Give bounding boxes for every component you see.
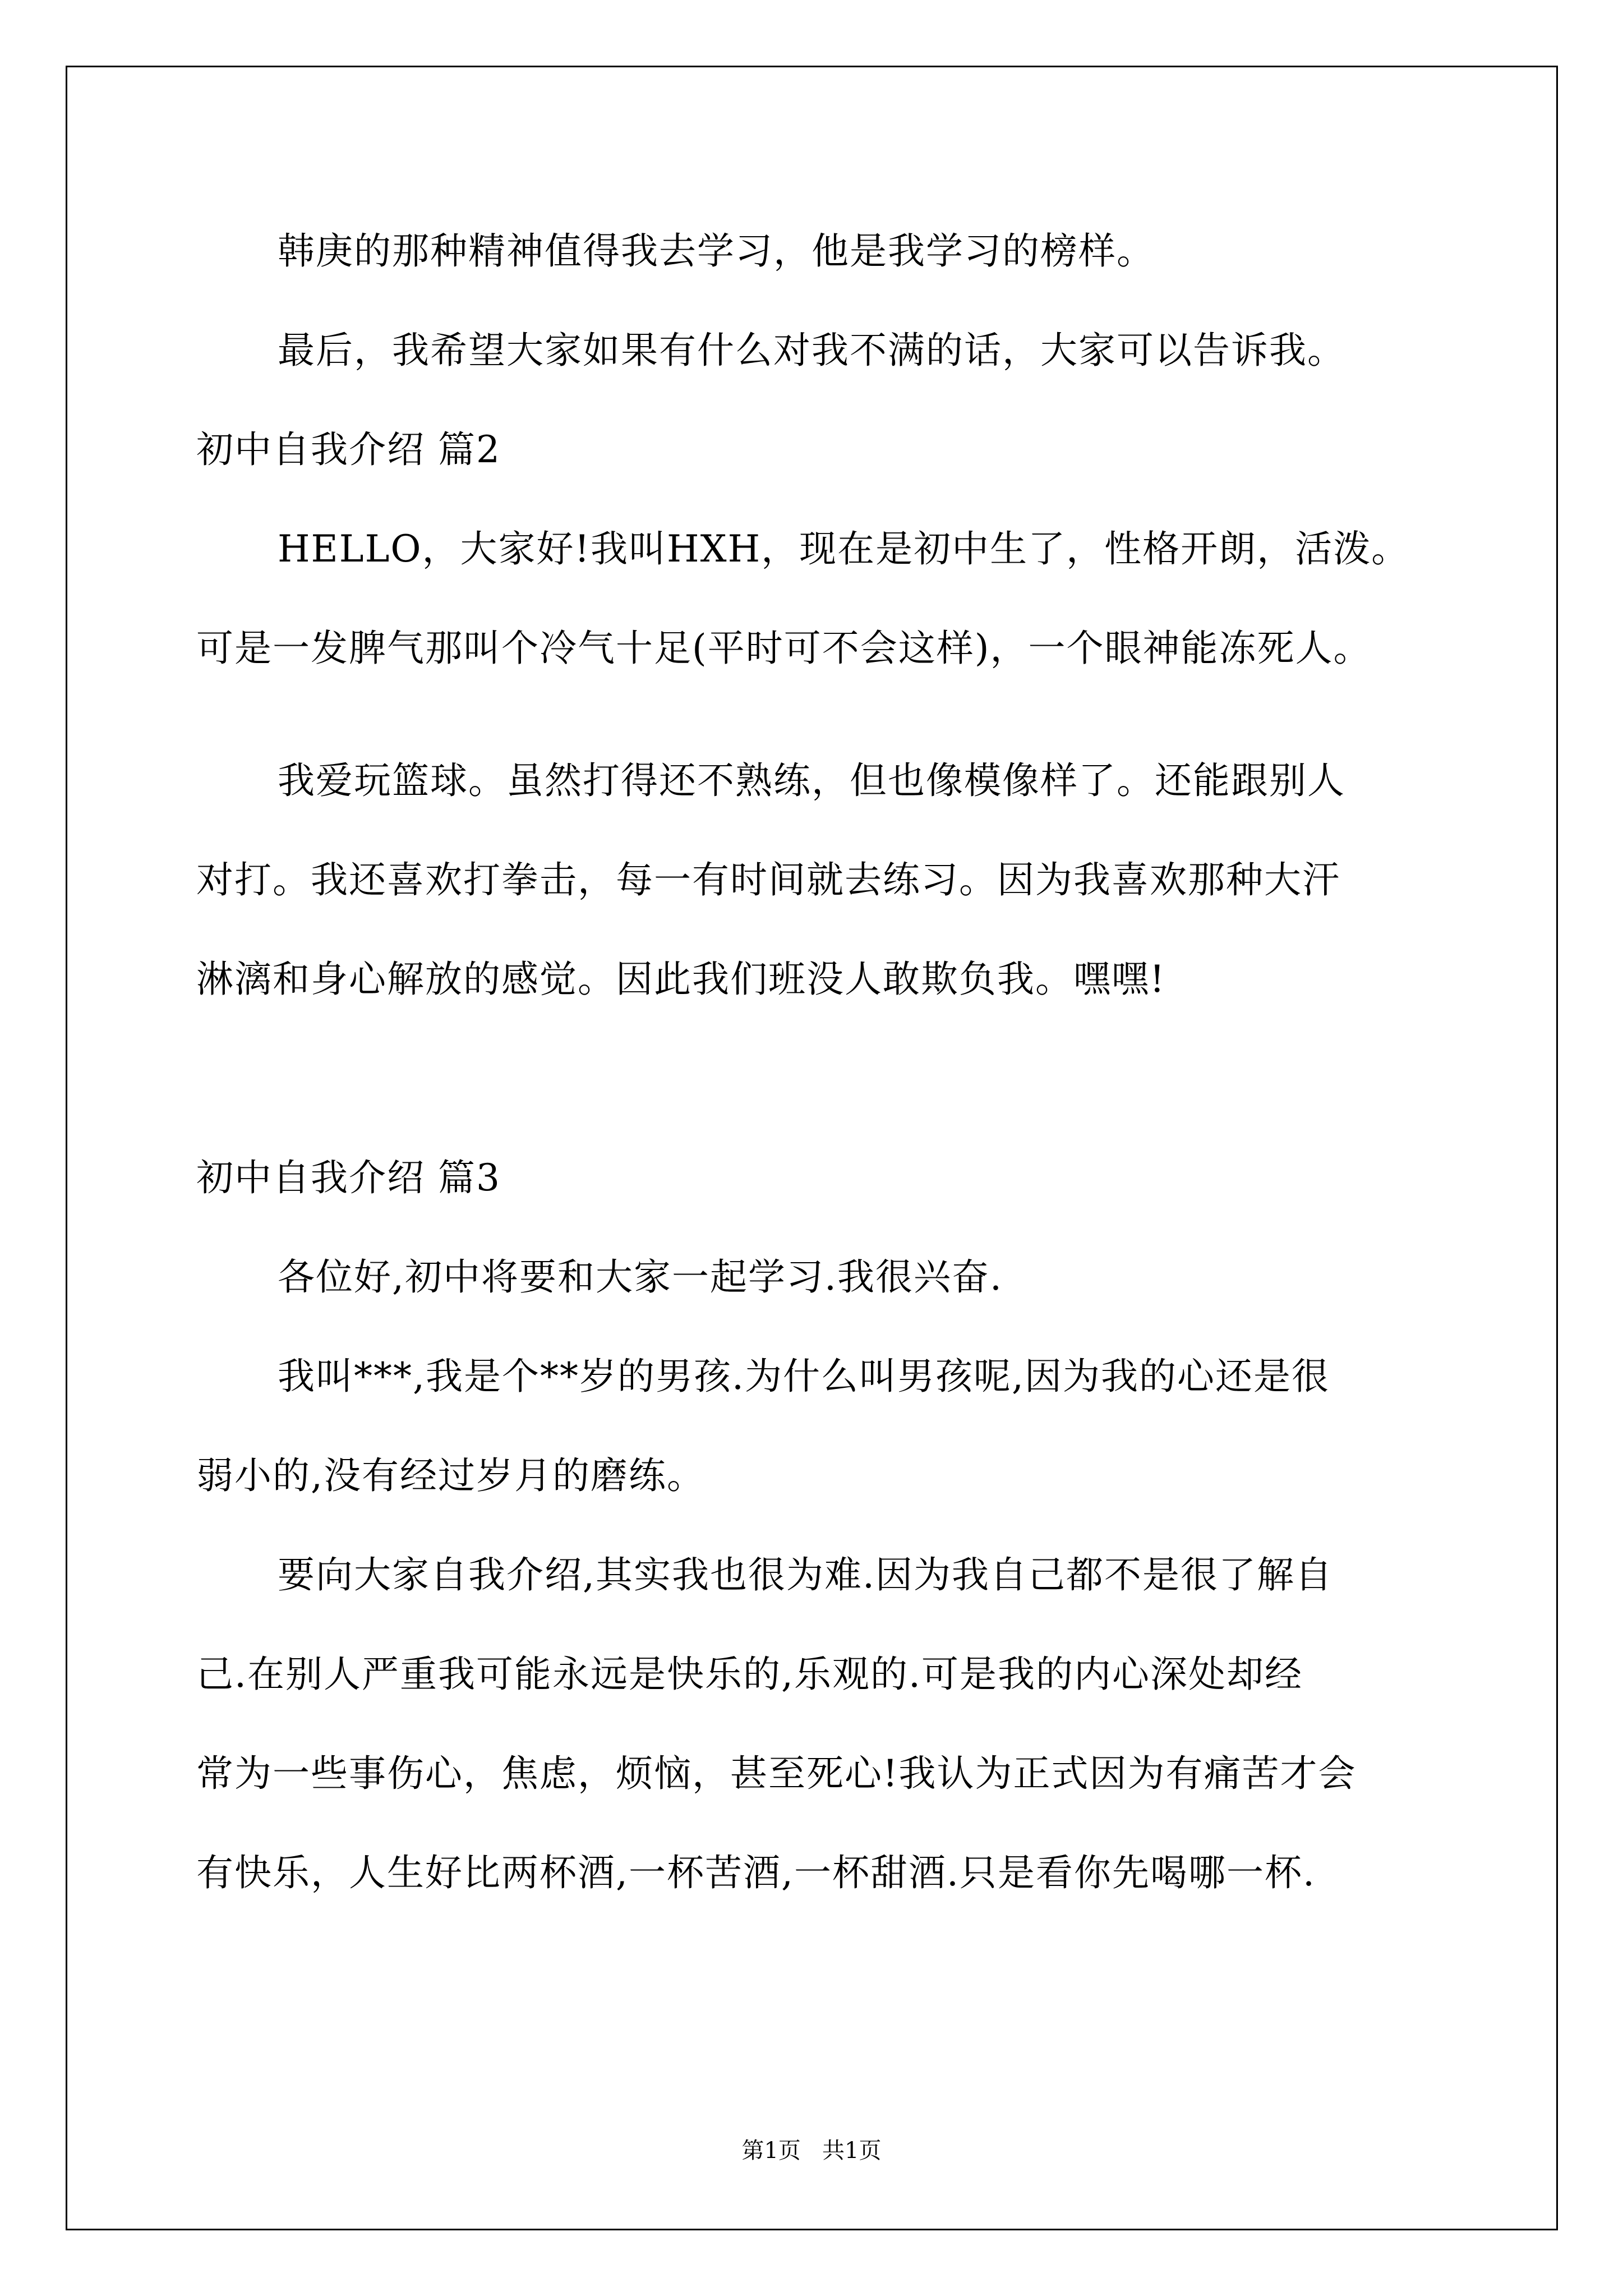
paragraph-line: HELLO，大家好!我叫HXH，现在是初中生了，性格开朗，活泼。 [278,527,1410,570]
paragraph-line: 要向大家自我介绍,其实我也很为难.因为我自己都不是很了解自 [278,1553,1333,1596]
paragraph-line: 弱小的,没有经过岁月的磨练。 [196,1454,705,1497]
paragraph-line: 有快乐，人生好比两杯酒,一杯苦酒,一杯甜酒.只是看你先喝哪一杯. [196,1851,1316,1894]
paragraph-line: 己.在别人严重我可能永远是快乐的,乐观的.可是我的内心深处却经 [196,1653,1303,1696]
paragraph-line: 对打。我还喜欢打拳击，每一有时间就去练习。因为我喜欢那种大汗 [196,858,1340,901]
section-heading-3: 初中自我介绍 篇3 [196,1156,501,1199]
paragraph-line: 常为一些事伤心，焦虑，烦恼，甚至死心!我认为正式因为有痛苦才会 [196,1752,1357,1795]
page-footer: 第1页 共1页 [741,2138,882,2164]
paragraph-line: 我爱玩篮球。虽然打得还不熟练，但也像模像样了。还能跟别人 [278,759,1345,802]
page-border [66,66,1558,2230]
section-heading-2: 初中自我介绍 篇2 [196,428,501,471]
paragraph-line: 可是一发脾气那叫个冷气十足(平时可不会这样)，一个眼神能冻死人。 [196,627,1372,670]
paragraph-line: 各位好,初中将要和大家一起学习.我很兴奋. [278,1255,1003,1299]
paragraph-line: 最后，我希望大家如果有什么对我不满的话，大家可以告诉我。 [278,329,1345,372]
paragraph-line: 我叫***,我是个**岁的男孩.为什么叫男孩呢,因为我的心还是很 [278,1355,1330,1398]
paragraph-line: 韩庚的那种精神值得我去学习，他是我学习的榜样。 [278,229,1155,273]
paragraph-line: 淋漓和身心解放的感觉。因此我们班没人敢欺负我。嘿嘿! [196,958,1166,1001]
